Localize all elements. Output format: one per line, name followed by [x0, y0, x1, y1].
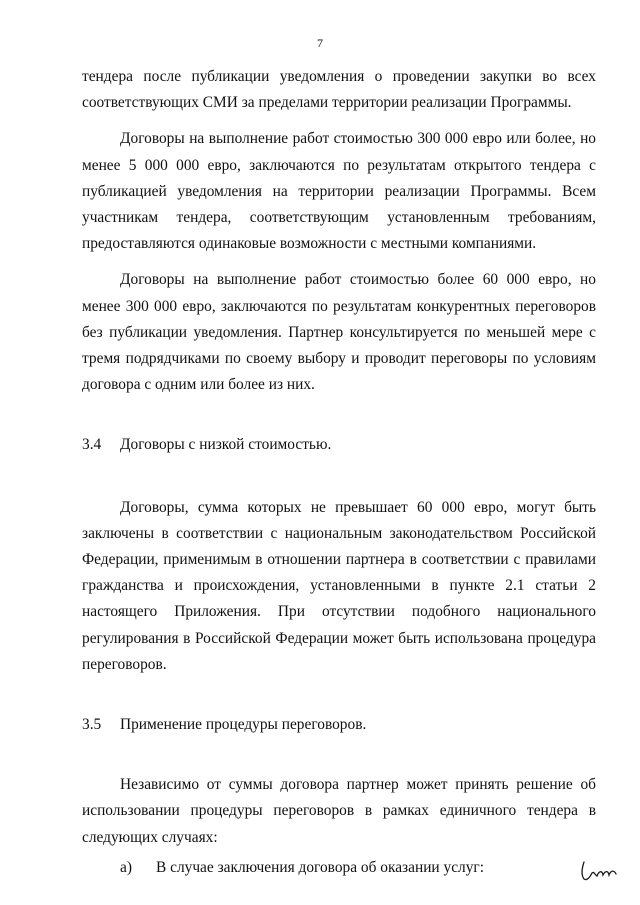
list-marker: а): [120, 858, 132, 876]
section-title: Договоры с низкой стоимостью.: [120, 436, 332, 454]
paragraph-continuation: тендера после публикации уведомления о проведении закупки во всех соответствующих СМИ за пределами территории реализации Программы.: [82, 68, 596, 112]
paragraph-works-300k: Договоры на выполнение работ стоимостью 300 000 евро или более, но менее 5 000 000 евро, заключаются по результатам открытого тендера с публикацией уведомления на территории реализации Программы. Всем участникам тендера, соответствующим установленным требованиям, предоставляются одинаковые возможности с местными компаниями.: [82, 130, 596, 253]
list-item-a: [82, 855, 596, 881]
section-number: 3.5: [82, 716, 102, 734]
paragraph-negotiation: Независимо от суммы договора партнер может принять решение об использовании процедуры переговоров в рамках единичного тендера в следующих случаях:: [82, 776, 596, 846]
section-heading-3-4: [82, 432, 596, 458]
signature-initials: [578, 858, 622, 884]
list-item-text: В случае заключения договора об оказании услуг:: [156, 858, 485, 876]
document-body: [82, 64, 596, 881]
paragraph-low-value: Договоры, сумма которых не превышает 60 000 евро, могут быть заключены в соответствии с национальным законодательством Российской Федерации, применимым в отношении партнера в соответствии с правилами гражданства и происхождения, установленными в пункте 2.1 статьи 2 настоящего Приложения. При отсутствии подобного национального регулирования в Российской Федерации может быть использована процедура переговоров.: [82, 498, 596, 673]
section-title: Применение процедуры переговоров.: [120, 716, 367, 734]
paragraph-works-60k: Договоры на выполнение работ стоимостью более 60 000 евро, но менее 300 000 евро, заключаются по результатам конкурентных переговоров без публикации уведомления. Партнер консультируется по меньшей мере с тремя подрядчиками по своему выбору и проводит переговоры по условиям договора с одним или более из них.: [82, 271, 596, 394]
page-number: 7: [317, 36, 323, 50]
section-heading-3-5: [82, 712, 596, 738]
section-number: 3.4: [82, 436, 102, 454]
